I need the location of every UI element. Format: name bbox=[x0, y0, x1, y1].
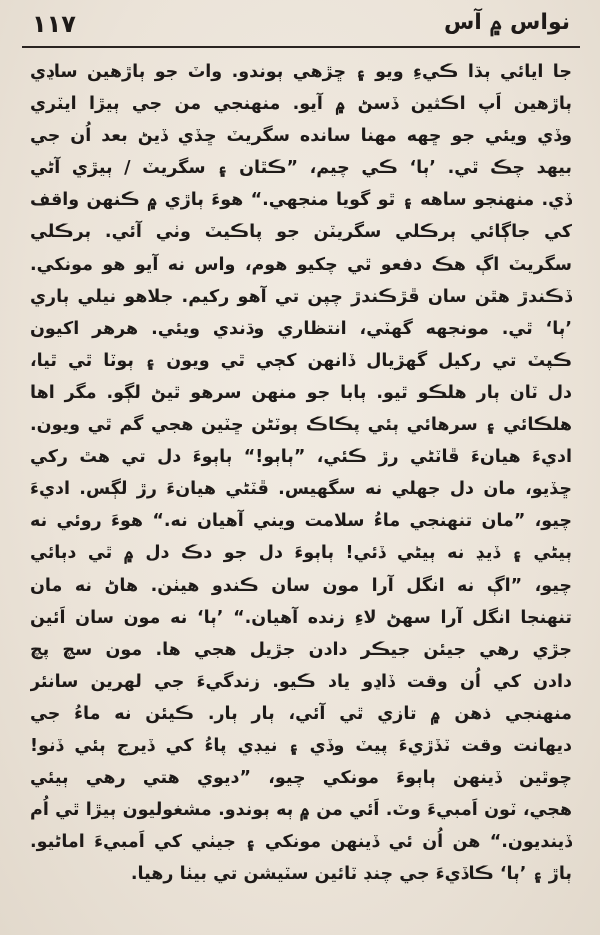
text-line: دادن کي اُن وقت ڏاڍو ياد ڪيو. زندگيءَ جي لهرين سانئر bbox=[30, 671, 572, 692]
text-line: هلڪائي ۽ سرهائي ٻئي پڪاڪ ٻوٽڻن ڇٽين هجي گم ٿي ويون. bbox=[30, 415, 572, 436]
text-line: ڇڏيو، مان دل جهلي نه سگهيس. ڦٽڻي هيانءَ رڙ لڳس. اديءَ bbox=[30, 479, 572, 500]
text-line: کي جاڳائي ٻرڪلي سگريٽن جو پاڪيٽ وٺي آئي. ٻرڪلي bbox=[30, 222, 572, 243]
text-line: جڙي رهي جيئن جيڪر دادن جڙيل هجي ها. مون سچ پچ bbox=[30, 639, 572, 660]
text-line: چوٿين ڏينهن ٻاٻوءَ مونکي چيو، ”ديوي هتي رهي ٻيئي bbox=[30, 768, 572, 789]
text-line: ڏينديون.“ هن اُن ئي ڏينهن مونکي ۽ جيٺي کي اَمبيءَ اماڻيو. bbox=[30, 832, 572, 853]
text-line: چيو، ”مان تنهنجي ماءُ سلامت ويني آهيان نه.“ هوءَ روئي نه bbox=[30, 511, 572, 532]
page-number: ١١٧ bbox=[32, 10, 76, 38]
text-line: منهنجي ذهن ۾ تازي ٿي آئي، ٻار ٻار. ڪيئن نه ماءُ جي bbox=[30, 703, 572, 724]
page-header bbox=[20, 10, 580, 44]
text-line: بيهد چڪ ٿي. ’ٻا‘ ڪي چيم، ”ڪٿان ۽ سگريٽ / ٻيڙي آڻي bbox=[30, 158, 572, 179]
text-line: ديهانت وقت ٽڏڙيءَ پيٽ وڏي ۽ نيڊي پاءُ کي ڏيرج ٻئي ڏنو! bbox=[30, 735, 572, 756]
text-line: چيو، ”اڳ نه انگل آرا مون سان ڪندو هيٺن. هاڻ نه مان bbox=[30, 575, 572, 596]
text-line: ڪپٽ تي رکيل گهڙيال ڏانهن کڄي ٿي ويون ۽ ٻوٽا ٿي ٿيا، bbox=[30, 350, 572, 371]
text-line: هجي، ٽون اَمبيءَ وٽ. اَئي من ۾ ٻه ٻوندو. مشغوليون ٻيڙا ٿي اُم bbox=[30, 800, 572, 821]
text-line: ٻاڙ ۽ ’ٻا‘ ڪاڏيءَ جي چنڊ ٽائين سٽيشن تي بيٺا رهيا. bbox=[130, 864, 572, 885]
text-line: ڏڪندڙ هٿن سان ڦڙڪندڙ چپن تي آهو رکيم. جلاهو نيلي ٻاري bbox=[30, 286, 572, 307]
text-line: جا ايائي ٻڌا ڪيءِ ويو ۽ ڇڙهي ٻوندو. واٽ جو ٻاڙهين ساڍي bbox=[30, 62, 572, 82]
text-line: ’ٻا‘ ٿي. مونجهه گهٽي، انتظاري وڌندي ويئي. هرهر اکيون bbox=[30, 318, 572, 339]
text-line: وڏي ويئي جو ڇهه مهنا سانده سگريٽ ڇڏي ڏيڻ بعد اُن جي bbox=[30, 126, 572, 147]
text-line: تنهنجا انگل آرا سهڻ لاءِ زنده آهيان.“ ’ٻا‘ نه مون سان اَئين bbox=[30, 607, 572, 628]
text-line: سگريٽ اڳ هڪ دفعو ٿي چکيو هوم، واس نه آيو هو مونکي. bbox=[30, 254, 572, 275]
header-rule bbox=[22, 46, 580, 48]
text-line: ٻاڙهين اَپ اڪثين ڏسڻ ۾ آيو. منهنجي من جي ٻيڙا ايٽري bbox=[30, 94, 572, 115]
text-line: اديءَ هيانءَ ڦاٽڻي رڙ ڪئي، ”ٻاٻو!“ ٻاٻوءَ دل تي هٿ رکي bbox=[30, 447, 572, 468]
text-line: ڏي. منهنجو ساهه ۽ ٿو گويا منجهي.“ هوءَ ٻاڙي ۾ ڪنهن واقف bbox=[30, 190, 572, 211]
text-line: ٻيڻي ۽ ڏيڍ نه ٻيڻي ڏئي! ٻاٻوءَ دل جو دڪ دل ۾ ٿي دٻائي bbox=[30, 543, 572, 564]
page-body bbox=[30, 56, 572, 890]
running-title: نواس ۾ آس bbox=[443, 10, 570, 35]
text-line: دل ٽان ٻار هلڪو ٿيو. ٻابا جو منهن سرهو ٿيڻ لڳو. مگر اها bbox=[30, 382, 572, 403]
